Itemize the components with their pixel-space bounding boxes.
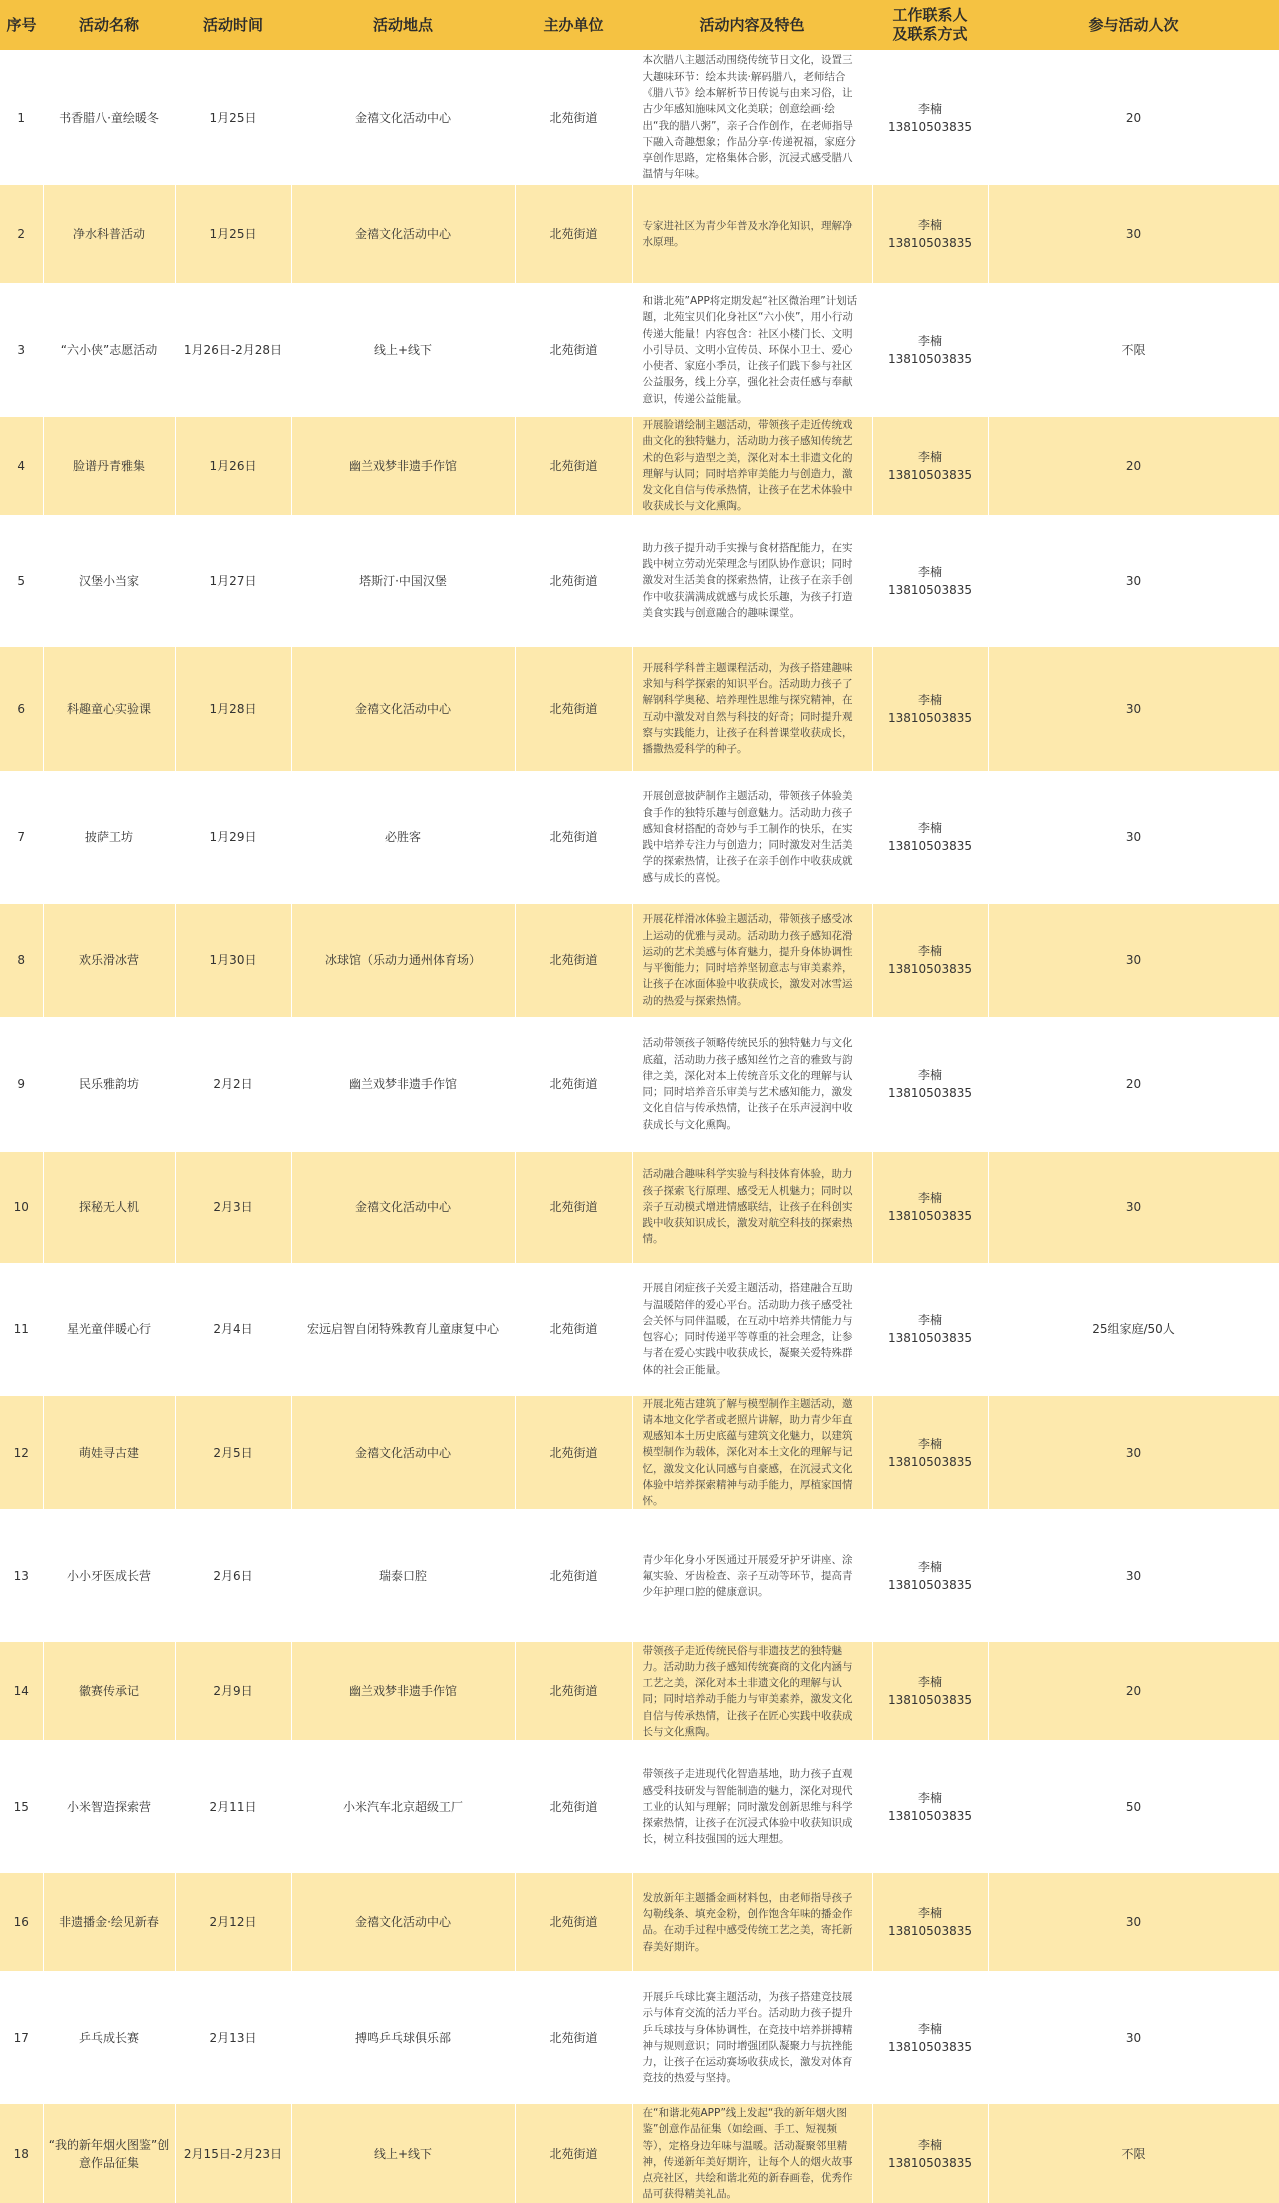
cell-contact: 李楠13810503835	[872, 1263, 988, 1396]
cell-name: 小小牙医成长营	[43, 1509, 175, 1642]
cell-place: 线上+线下	[291, 2104, 515, 2203]
cell-no: 3	[0, 283, 43, 417]
cell-no: 12	[0, 1396, 43, 1510]
cell-count: 30	[988, 1971, 1279, 2104]
cell-org: 北苑街道	[515, 417, 632, 515]
cell-org: 北苑街道	[515, 647, 632, 771]
table-row	[0, 1396, 1279, 1510]
table-row	[0, 1971, 1279, 2104]
cell-place: 幽兰戏梦非遗手作馆	[291, 417, 515, 515]
cell-time: 1月27日	[175, 515, 291, 647]
cell-contact: 李楠13810503835	[872, 1642, 988, 1740]
cell-desc: 专家进社区为青少年普及水净化知识，理解净水原理。	[632, 185, 872, 283]
cell-desc: 本次腊八主题活动围绕传统节日文化，设置三大趣味环节：绘本共读·解码腊八，老师结合《腊八节》绘本解析节日传说与由来习俗，让古少年感知施味风文化美联；创意绘画·绘出“我的腊八粥”，亲子合作创作，在老师指导下融入奇趣想象；作品分享·传递祝福，家庭分享创作思路，定格集体合影，沉浸式感受腊八温情与年味。	[632, 50, 872, 185]
table-row	[0, 1152, 1279, 1263]
cell-name: 欢乐滑冰营	[43, 904, 175, 1017]
header-name: 活动名称	[43, 0, 175, 50]
cell-org: 北苑街道	[515, 50, 632, 185]
cell-place: 金禧文化活动中心	[291, 185, 515, 283]
cell-no: 17	[0, 1971, 43, 2104]
cell-time: 1月26日-2月28日	[175, 283, 291, 417]
cell-no: 6	[0, 647, 43, 771]
cell-name: 净水科普活动	[43, 185, 175, 283]
cell-place: 金禧文化活动中心	[291, 647, 515, 771]
cell-place: 宏远启智自闭特殊教育儿童康复中心	[291, 1263, 515, 1396]
cell-count: 30	[988, 647, 1279, 771]
cell-org: 北苑街道	[515, 185, 632, 283]
cell-desc: 青少年化身小牙医通过开展爱牙护牙讲座、涂氟实验、牙齿检查、亲子互动等环节，提高青少年护理口腔的健康意识。	[632, 1509, 872, 1642]
cell-count: 30	[988, 185, 1279, 283]
cell-place: 幽兰戏梦非遗手作馆	[291, 1017, 515, 1152]
cell-time: 2月5日	[175, 1396, 291, 1510]
cell-count: 30	[988, 771, 1279, 904]
cell-count: 30	[988, 1509, 1279, 1642]
cell-contact: 李楠13810503835	[872, 2104, 988, 2203]
cell-place: 冰球馆（乐动力通州体育场）	[291, 904, 515, 1017]
cell-desc: 开展自闭症孩子关爱主题活动，搭建融合互助与温暖陪伴的爱心平台。活动助力孩子感受社会关怀与同伴温暖，在互动中培养共情能力与包容心；同时传递平等尊重的社会理念，让参与者在爱心实践中收获成长，凝聚关爱特殊群体的社会正能量。	[632, 1263, 872, 1396]
cell-contact: 李楠13810503835	[872, 647, 988, 771]
cell-time: 2月9日	[175, 1642, 291, 1740]
cell-contact: 李楠13810503835	[872, 1396, 988, 1510]
table-row	[0, 904, 1279, 1017]
cell-place: 塔斯汀·中国汉堡	[291, 515, 515, 647]
cell-contact: 李楠13810503835	[872, 904, 988, 1017]
cell-count: 30	[988, 1396, 1279, 1510]
cell-no: 5	[0, 515, 43, 647]
cell-name: 乒乓成长赛	[43, 1971, 175, 2104]
cell-time: 1月25日	[175, 185, 291, 283]
cell-desc: 开展科学科普主题课程活动，为孩子搭建趣味求知与科学探索的知识平台。活动助力孩子了解钢科学奥秘、培养理性思维与探究精神，在互动中激发对自然与科技的好奇；同时提升观察与实践能力，让孩子在科普课堂收获成长，播撒热爱科学的种子。	[632, 647, 872, 771]
table-row	[0, 515, 1279, 647]
cell-org: 北苑街道	[515, 1642, 632, 1740]
cell-no: 11	[0, 1263, 43, 1396]
cell-name: 汉堡小当家	[43, 515, 175, 647]
cell-no: 10	[0, 1152, 43, 1263]
cell-time: 2月6日	[175, 1509, 291, 1642]
cell-contact: 李楠13810503835	[872, 185, 988, 283]
cell-count: 20	[988, 1017, 1279, 1152]
table-row	[0, 1509, 1279, 1642]
table-body	[0, 50, 1279, 2203]
cell-place: 小米汽车北京超级工厂	[291, 1740, 515, 1873]
cell-count: 30	[988, 515, 1279, 647]
cell-time: 1月25日	[175, 50, 291, 185]
cell-name: 民乐雅韵坊	[43, 1017, 175, 1152]
cell-count: 30	[988, 1873, 1279, 1971]
cell-time: 1月30日	[175, 904, 291, 1017]
cell-name: 徽赛传承记	[43, 1642, 175, 1740]
cell-no: 14	[0, 1642, 43, 1740]
cell-time: 2月4日	[175, 1263, 291, 1396]
cell-org: 北苑街道	[515, 771, 632, 904]
table-row	[0, 1017, 1279, 1152]
table-row	[0, 185, 1279, 283]
cell-no: 4	[0, 417, 43, 515]
cell-contact: 李楠13810503835	[872, 1152, 988, 1263]
cell-no: 15	[0, 1740, 43, 1873]
cell-desc: 开展创意披萨制作主题活动，带领孩子体验美食手作的独特乐趣与创意魅力。活动助力孩子感知食材搭配的奇妙与手工制作的快乐，在实践中培养专注力与创造力；同时激发对生活美学的探索热情，让孩子在亲手创作中收获成就感与成长的喜悦。	[632, 771, 872, 904]
cell-no: 7	[0, 771, 43, 904]
table-row	[0, 647, 1279, 771]
cell-place: 线上+线下	[291, 283, 515, 417]
cell-org: 北苑街道	[515, 1740, 632, 1873]
cell-name: 脸谱丹青雅集	[43, 417, 175, 515]
table-row	[0, 417, 1279, 515]
cell-name: “六小侠”志愿活动	[43, 283, 175, 417]
cell-org: 北苑街道	[515, 283, 632, 417]
cell-time: 2月15日-2月23日	[175, 2104, 291, 2203]
table-row	[0, 283, 1279, 417]
header-contact: 工作联系人 及联系方式	[872, 0, 988, 50]
cell-contact: 李楠13810503835	[872, 1740, 988, 1873]
cell-desc: 在“和谐北苑APP”线上发起“我的新年烟火图鉴”创意作品征集（如绘画、手工、短视频等），定格身边年味与温暖。活动凝聚邻里精神，传递新年美好期许，让每个人的烟火故事点亮社区，共绘和谐北苑的新春画卷，优秀作品可获得精美礼品。	[632, 2104, 872, 2203]
table-row	[0, 1873, 1279, 1971]
cell-desc: 助力孩子提升动手实操与食材搭配能力，在实践中树立劳动光荣理念与团队协作意识；同时激发对生活美食的探索热情，让孩子在亲手创作中收获满满成就感与成长乐趣，为孩子打造美食实践与创意融合的趣味课堂。	[632, 515, 872, 647]
cell-count: 50	[988, 1740, 1279, 1873]
cell-contact: 李楠13810503835	[872, 1017, 988, 1152]
header-no: 序号	[0, 0, 43, 50]
cell-contact: 李楠13810503835	[872, 417, 988, 515]
cell-org: 北苑街道	[515, 1873, 632, 1971]
cell-org: 北苑街道	[515, 2104, 632, 2203]
cell-desc: 带领孩子走进现代化智造基地，助力孩子直观感受科技研发与智能制造的魅力，深化对现代工业的认知与理解；同时激发创新思维与科学探索热情，让孩子在沉浸式体验中收获知识成长，树立科技强国的远大理想。	[632, 1740, 872, 1873]
cell-time: 2月3日	[175, 1152, 291, 1263]
cell-org: 北苑街道	[515, 1152, 632, 1263]
cell-name: 披萨工坊	[43, 771, 175, 904]
cell-desc: 和谐北苑”APP将定期发起“社区微治理”计划话题，北苑宝贝们化身社区“六小侠”，用小行动传递大能量！内容包含：社区小楼门长、文明小引导员、文明小宣传员、环保小卫士、爱心小使者、家庭小季员，让孩子们践下参与社区公益服务，线上分享，强化社会责任感与奉献意识，传递公益能量。	[632, 283, 872, 417]
cell-count: 25组家庭/50人	[988, 1263, 1279, 1396]
header-place: 活动地点	[291, 0, 515, 50]
cell-time: 1月28日	[175, 647, 291, 771]
cell-no: 9	[0, 1017, 43, 1152]
cell-count: 30	[988, 904, 1279, 1017]
table-row	[0, 1642, 1279, 1740]
table-header-row	[0, 0, 1279, 50]
cell-time: 2月12日	[175, 1873, 291, 1971]
cell-org: 北苑街道	[515, 1971, 632, 2104]
cell-place: 金禧文化活动中心	[291, 1873, 515, 1971]
cell-name: 非遗播金·绘见新春	[43, 1873, 175, 1971]
cell-desc: 发放新年主题播金画材料包，由老师指导孩子勾勒线条、填充金粉，创作饱含年味的播金作品。在动手过程中感受传统工艺之美，寄托新春美好期许。	[632, 1873, 872, 1971]
cell-desc: 开展乒乓球比赛主题活动，为孩子搭建竞技展示与体育交流的活力平台。活动助力孩子提升乒乓球技与身体协调性，在竞技中培养拼搏精神与规则意识；同时增强团队凝聚力与抗挫能力，让孩子在运动赛场收获成长，激发对体育竞技的热爱与坚持。	[632, 1971, 872, 2104]
header-time: 活动时间	[175, 0, 291, 50]
cell-desc: 带领孩子走近传统民俗与非遗技艺的独特魅力。活动助力孩子感知传统赛商的文化内涵与工艺之美，深化对本土非遗文化的理解与认同；同时培养动手能力与审美素养，激发文化自信与传承热情，让孩子在匠心实践中收获成长与文化熏陶。	[632, 1642, 872, 1740]
cell-no: 16	[0, 1873, 43, 1971]
cell-contact: 李楠13810503835	[872, 515, 988, 647]
cell-time: 2月2日	[175, 1017, 291, 1152]
table-row	[0, 50, 1279, 185]
cell-name: 书香腊八·童绘暖冬	[43, 50, 175, 185]
table-row	[0, 1740, 1279, 1873]
cell-org: 北苑街道	[515, 515, 632, 647]
cell-desc: 开展花样滑冰体验主题活动，带领孩子感受冰上运动的优雅与灵动。活动助力孩子感知花滑运动的艺术美感与体育魅力，提升身体协调性与平衡能力；同时培养坚韧意志与审美素养，让孩子在冰面体验中收获成长，激发对冰雪运动的热爱与探索热情。	[632, 904, 872, 1017]
cell-no: 1	[0, 50, 43, 185]
cell-name: 探秘无人机	[43, 1152, 175, 1263]
cell-time: 2月11日	[175, 1740, 291, 1873]
cell-count: 20	[988, 1642, 1279, 1740]
cell-place: 瑞泰口腔	[291, 1509, 515, 1642]
cell-no: 18	[0, 2104, 43, 2203]
cell-place: 必胜客	[291, 771, 515, 904]
cell-time: 2月13日	[175, 1971, 291, 2104]
cell-place: 搏鸣乒乓球俱乐部	[291, 1971, 515, 2104]
cell-desc: 活动融合趣味科学实验与科技体育体验，助力孩子探索飞行原理、感受无人机魅力；同时以亲子互动模式增进情感联结，让孩子在科创实践中收获知识成长，激发对航空科技的探索热情。	[632, 1152, 872, 1263]
cell-desc: 开展脸谱绘制主题活动，带领孩子走近传统戏曲文化的独特魅力，活动助力孩子感知传统艺术的色彩与造型之美，深化对本土非遗文化的理解与认同；同时培养审美能力与创造力，激发文化自信与传承热情，让孩子在艺术体验中收获成长与文化熏陶。	[632, 417, 872, 515]
cell-count: 不限	[988, 2104, 1279, 2203]
cell-contact: 李楠13810503835	[872, 1509, 988, 1642]
cell-org: 北苑街道	[515, 904, 632, 1017]
cell-org: 北苑街道	[515, 1263, 632, 1396]
cell-no: 2	[0, 185, 43, 283]
cell-name: 科趣童心实验课	[43, 647, 175, 771]
cell-count: 30	[988, 1152, 1279, 1263]
cell-count: 20	[988, 417, 1279, 515]
header-org: 主办单位	[515, 0, 632, 50]
cell-contact: 李楠13810503835	[872, 50, 988, 185]
cell-count: 不限	[988, 283, 1279, 417]
cell-place: 幽兰戏梦非遗手作馆	[291, 1642, 515, 1740]
cell-place: 金禧文化活动中心	[291, 1152, 515, 1263]
cell-no: 8	[0, 904, 43, 1017]
cell-place: 金禧文化活动中心	[291, 50, 515, 185]
cell-count: 20	[988, 50, 1279, 185]
cell-contact: 李楠13810503835	[872, 1971, 988, 2104]
cell-org: 北苑街道	[515, 1509, 632, 1642]
cell-time: 1月29日	[175, 771, 291, 904]
table-row	[0, 1263, 1279, 1396]
cell-contact: 李楠13810503835	[872, 283, 988, 417]
table-row	[0, 771, 1279, 904]
cell-name: “我的新年烟火图鉴”创意作品征集	[43, 2104, 175, 2203]
cell-place: 金禧文化活动中心	[291, 1396, 515, 1510]
cell-no: 13	[0, 1509, 43, 1642]
cell-contact: 李楠13810503835	[872, 1873, 988, 1971]
cell-name: 星光童伴暖心行	[43, 1263, 175, 1396]
cell-org: 北苑街道	[515, 1396, 632, 1510]
cell-desc: 活动带领孩子领略传统民乐的独特魅力与文化底蕴，活动助力孩子感知丝竹之音的雅致与韵律之美，深化对本上传统音乐文化的理解与认同；同时培养音乐审美与艺术感知能力，激发文化自信与传承热情，让孩子在乐声浸润中收获成长与文化熏陶。	[632, 1017, 872, 1152]
table-row	[0, 2104, 1279, 2203]
cell-time: 1月26日	[175, 417, 291, 515]
cell-name: 萌娃寻古建	[43, 1396, 175, 1510]
cell-contact: 李楠13810503835	[872, 771, 988, 904]
header-count: 参与活动人次	[988, 0, 1279, 50]
cell-desc: 开展北苑古建筑了解与模型制作主题活动，邀请本地文化学者或老照片讲解，助力青少年直观感知本土历史底蕴与建筑文化魅力，以建筑模型制作为载体，深化对本土文化的理解与记忆，激发文化认同感与自豪感，在沉浸式文化体验中培养探索精神与动手能力，厚植家国情怀。	[632, 1396, 872, 1510]
cell-name: 小米智造探索营	[43, 1740, 175, 1873]
header-desc: 活动内容及特色	[632, 0, 872, 50]
cell-org: 北苑街道	[515, 1017, 632, 1152]
